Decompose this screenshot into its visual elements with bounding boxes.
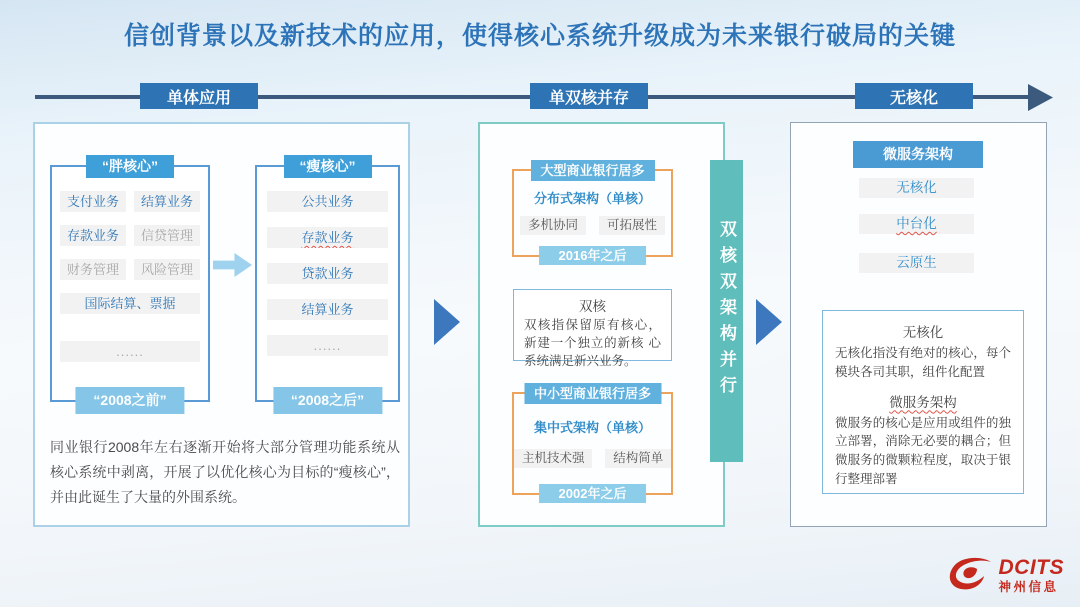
large-banks-architecture: 分布式架构（单核）	[533, 191, 651, 206]
logo-brand: DCITS	[998, 555, 1064, 579]
flow-arrow-icon	[434, 299, 460, 345]
small-banks-features	[514, 449, 671, 468]
thin-core-item-list	[257, 167, 398, 356]
left-panel-note: 同业银行2008年左右逐渐开始将大部分管理功能系统从核心系统中剥离，开展了以优化核心为目标的“瘦核心”，并由此诞生了大量的外围系统。	[50, 439, 400, 505]
fat-core-period: “2008之前”	[75, 387, 184, 414]
business-item: 存款业务	[60, 225, 126, 246]
fat-core-item-list	[52, 167, 208, 362]
dcits-swirl-icon	[946, 555, 994, 595]
microservice-body: 微服务的核心是应用或组件的独立部署，消除无必要的耦合；但微服务的微颗粒程度，取决于银行整理部署	[835, 415, 1011, 486]
large-banks-header: 大型商业银行居多	[530, 160, 654, 181]
small-banks-box	[512, 386, 673, 501]
business-item: 存款业务	[267, 227, 388, 248]
dual-core-definition-box	[513, 289, 672, 368]
page-title: 信创背景以及新技术的应用，使得核心系统升级成为未来银行破局的关键	[123, 22, 956, 50]
thin-core-period: “2008之后”	[273, 387, 382, 414]
business-item: 信贷管理	[134, 225, 200, 246]
timeline-stage-monolith: 单体应用	[140, 83, 258, 109]
ellipsis-item: ......	[267, 335, 388, 356]
business-item: 公共业务	[267, 191, 388, 212]
logo-text	[999, 557, 1065, 594]
business-item: 财务管理	[60, 259, 126, 280]
timeline-stage-coreless: 无核化	[855, 83, 973, 109]
dual-core-body: 双核指保留原有核心，新建一个独立的新核 心系统满足新兴业务。	[524, 318, 661, 368]
business-item: 结算业务	[267, 299, 388, 320]
flow-arrow-icon	[756, 299, 782, 345]
coreless-title: 无核化	[902, 325, 944, 340]
small-banks-period: 2002年之后	[539, 484, 647, 503]
large-banks-features	[514, 216, 671, 235]
small-banks-architecture: 集中式架构（单核）	[533, 420, 651, 435]
panel-monolith-era	[33, 122, 410, 527]
panel-dual-core-era	[478, 122, 725, 527]
microservice-header: 微服务架构	[853, 141, 983, 168]
business-item: 结算业务	[134, 191, 200, 212]
fat-core-header: “胖核心”	[86, 155, 174, 178]
dcits-logo	[946, 555, 1065, 595]
logo-company: 神州信息	[998, 579, 1059, 594]
panel-coreless-era	[790, 122, 1047, 527]
ellipsis-item: ......	[60, 341, 200, 362]
microservice-subtitle: 微服务架构	[889, 394, 957, 410]
business-item: 贷款业务	[267, 263, 388, 284]
thin-core-header: “瘦核心”	[284, 155, 372, 178]
coreless-body: 无核化指没有绝对的核心，每个模块各司其职，组件化配置	[835, 346, 1011, 379]
dual-core-parallel-banner: 双核双架构并行	[710, 160, 743, 462]
business-item: 国际结算、票据	[60, 293, 200, 314]
large-banks-period: 2016年之后	[539, 246, 647, 265]
timeline-arrowhead-icon	[1028, 84, 1053, 111]
right-arrow-icon	[213, 253, 252, 277]
feature-chip: 多机协同	[520, 216, 586, 235]
cloud-native-chip: 云原生	[859, 253, 974, 273]
small-banks-header: 中小型商业银行居多	[524, 383, 661, 404]
feature-chip: 可拓展性	[599, 216, 665, 235]
middle-platform-chip: 中台化	[859, 214, 974, 234]
coreless-chip: 无核化	[859, 178, 974, 198]
timeline-stage-dual-core: 单双核并存	[530, 83, 648, 109]
thin-core-box	[255, 158, 400, 408]
business-item: 支付业务	[60, 191, 126, 212]
large-banks-box	[512, 163, 673, 263]
fat-core-box	[50, 158, 210, 408]
coreless-definition-box	[822, 310, 1024, 494]
feature-chip: 主机技术强	[514, 449, 592, 468]
feature-chip: 结构简单	[605, 449, 671, 468]
business-item: 风险管理	[134, 259, 200, 280]
dual-core-title: 双核	[579, 299, 606, 314]
